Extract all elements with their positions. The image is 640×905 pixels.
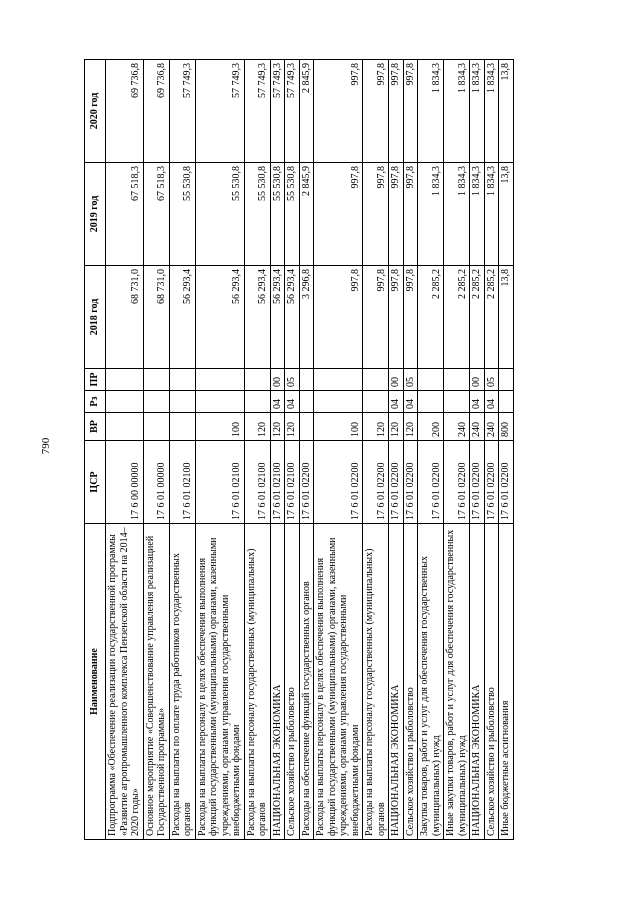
cell-rz	[299, 391, 314, 413]
table-row	[418, 60, 444, 840]
table-row	[285, 60, 300, 840]
cell-vr: 100	[314, 413, 363, 441]
cell-2019: 1 834,3	[470, 163, 485, 266]
cell-csr: 17 6 01 02200	[403, 441, 418, 524]
cell-2020: 1 834,3	[444, 60, 470, 163]
cell-2020: 57 749,3	[195, 60, 244, 163]
cell-name: Основное мероприятие «Совершенствование управления реализацией Государственной программы»	[143, 524, 169, 840]
cell-csr: 17 6 01 02200	[314, 441, 363, 524]
cell-rz: 04	[403, 391, 418, 413]
cell-name: НАЦИОНАЛЬНАЯ ЭКОНОМИКА	[470, 524, 485, 840]
cell-name: Расходы на выплаты по оплате труда работников государственных органов	[169, 524, 195, 840]
table-row	[195, 60, 244, 840]
cell-2018: 56 293,4	[169, 266, 195, 369]
table-row	[106, 60, 144, 840]
cell-name: Иные закупки товаров, работ и услуг для обеспечения государственных (муниципальных) нужд	[444, 524, 470, 840]
cell-2018: 68 731,0	[143, 266, 169, 369]
cell-rz	[314, 391, 363, 413]
cell-vr: 120	[285, 413, 300, 441]
cell-2018: 997,8	[389, 266, 404, 369]
cell-2019: 1 834,3	[444, 163, 470, 266]
cell-name: Расходы на выплаты персоналу государственных (муниципальных) органов	[244, 524, 270, 840]
cell-2018: 2 285,2	[444, 266, 470, 369]
cell-pr	[363, 369, 389, 391]
cell-2019: 997,8	[403, 163, 418, 266]
cell-name: Сельское хозяйство и рыболовство	[285, 524, 300, 840]
table-row	[444, 60, 470, 840]
table-row	[270, 60, 285, 840]
cell-name: НАЦИОНАЛЬНАЯ ЭКОНОМИКА	[389, 524, 404, 840]
cell-csr: 17 6 01 02200	[418, 441, 444, 524]
cell-vr: 120	[389, 413, 404, 441]
cell-csr: 17 6 01 02100	[169, 441, 195, 524]
cell-name: Расходы на обеспечение функций государственных органов	[299, 524, 314, 840]
cell-vr: 120	[363, 413, 389, 441]
table-row	[484, 60, 499, 840]
cell-2020: 1 834,3	[418, 60, 444, 163]
cell-2018: 2 285,2	[484, 266, 499, 369]
cell-2020: 57 749,3	[285, 60, 300, 163]
cell-csr: 17 6 01 02100	[244, 441, 270, 524]
cell-rz	[143, 391, 169, 413]
cell-pr: 05	[285, 369, 300, 391]
cell-vr: 120	[244, 413, 270, 441]
cell-2020: 997,8	[363, 60, 389, 163]
cell-vr	[299, 413, 314, 441]
cell-2020: 997,8	[389, 60, 404, 163]
cell-vr: 800	[499, 413, 514, 441]
cell-2019: 55 530,8	[195, 163, 244, 266]
page-number: 790	[40, 437, 52, 455]
table-row	[314, 60, 363, 840]
cell-2018: 56 293,4	[285, 266, 300, 369]
cell-rz: 04	[285, 391, 300, 413]
cell-rz	[169, 391, 195, 413]
header-row	[85, 60, 106, 840]
cell-vr	[106, 413, 144, 441]
cell-name: Подпрограмма «Обеспечение реализации государственной программы «Развитие агропромышленного комплекса Пензенской области на 2014–2020 годы»	[106, 524, 144, 840]
table-row	[389, 60, 404, 840]
cell-2020: 13,8	[499, 60, 514, 163]
cell-2019: 13,8	[499, 163, 514, 266]
cell-pr: 05	[403, 369, 418, 391]
cell-pr	[418, 369, 444, 391]
cell-2020: 69 736,8	[143, 60, 169, 163]
cell-vr: 120	[403, 413, 418, 441]
cell-csr: 17 6 01 02200	[363, 441, 389, 524]
cell-csr: 17 6 01 02100	[195, 441, 244, 524]
cell-csr: 17 6 01 02200	[299, 441, 314, 524]
cell-rz: 04	[389, 391, 404, 413]
cell-vr: 100	[195, 413, 244, 441]
cell-name: Сельское хозяйство и рыболовство	[484, 524, 499, 840]
cell-pr	[195, 369, 244, 391]
table-row	[403, 60, 418, 840]
cell-pr: 05	[484, 369, 499, 391]
cell-csr: 17 6 01 02200	[470, 441, 485, 524]
cell-2018: 2 285,2	[470, 266, 485, 369]
header-2020: 2020 год	[85, 60, 106, 163]
cell-rz: 04	[470, 391, 485, 413]
cell-pr	[299, 369, 314, 391]
cell-2018: 56 293,4	[244, 266, 270, 369]
cell-2018: 13,8	[499, 266, 514, 369]
cell-2020: 997,8	[403, 60, 418, 163]
cell-pr: 00	[389, 369, 404, 391]
cell-csr: 17 6 01 02100	[270, 441, 285, 524]
table-row	[470, 60, 485, 840]
cell-2019: 1 834,3	[418, 163, 444, 266]
cell-vr: 200	[418, 413, 444, 441]
cell-2018: 3 296,8	[299, 266, 314, 369]
cell-2020: 57 749,3	[270, 60, 285, 163]
cell-name: Сельское хозяйство и рыболовство	[403, 524, 418, 840]
table-row	[499, 60, 514, 840]
cell-vr: 240	[444, 413, 470, 441]
cell-name: Расходы на выплаты персоналу в целях обеспечения выполнения функций государственными (муниципальными) органами, казенными учреждениями, органами управления государственными внебюджетными фондами	[314, 524, 363, 840]
header-csr: ЦСР	[85, 441, 106, 524]
cell-rz	[418, 391, 444, 413]
header-2019: 2019 год	[85, 163, 106, 266]
header-vr: ВР	[85, 413, 106, 441]
table-row	[244, 60, 270, 840]
cell-2019: 55 530,8	[285, 163, 300, 266]
cell-csr: 17 6 00 00000	[106, 441, 144, 524]
cell-2020: 997,8	[314, 60, 363, 163]
cell-vr: 240	[470, 413, 485, 441]
cell-2019: 55 530,8	[169, 163, 195, 266]
cell-rz: 04	[270, 391, 285, 413]
cell-pr	[143, 369, 169, 391]
table-row	[363, 60, 389, 840]
cell-csr: 17 6 01 02200	[484, 441, 499, 524]
table-row	[143, 60, 169, 840]
cell-2020: 57 749,3	[169, 60, 195, 163]
header-name: Наименование	[85, 524, 106, 840]
cell-pr: 00	[270, 369, 285, 391]
table-row	[299, 60, 314, 840]
budget-table-rotated	[84, 60, 554, 840]
cell-2018: 56 293,4	[195, 266, 244, 369]
cell-rz	[106, 391, 144, 413]
cell-2018: 997,8	[403, 266, 418, 369]
cell-2018: 2 285,2	[418, 266, 444, 369]
cell-rz	[444, 391, 470, 413]
cell-rz: 04	[484, 391, 499, 413]
cell-2019: 67 518,3	[143, 163, 169, 266]
cell-2019: 997,8	[389, 163, 404, 266]
cell-pr	[444, 369, 470, 391]
cell-2018: 68 731,0	[106, 266, 144, 369]
cell-rz	[244, 391, 270, 413]
cell-name: Закупка товаров, работ и услуг для обеспечения государственных (муниципальных) нужд	[418, 524, 444, 840]
table-row	[169, 60, 195, 840]
budget-table	[84, 59, 514, 840]
cell-name: НАЦИОНАЛЬНАЯ ЭКОНОМИКА	[270, 524, 285, 840]
cell-rz	[195, 391, 244, 413]
cell-2018: 997,8	[314, 266, 363, 369]
cell-csr: 17 6 01 02100	[285, 441, 300, 524]
cell-vr	[143, 413, 169, 441]
cell-2019: 67 518,3	[106, 163, 144, 266]
cell-2020: 2 845,9	[299, 60, 314, 163]
cell-pr	[106, 369, 144, 391]
cell-csr: 17 6 01 02200	[444, 441, 470, 524]
cell-pr	[169, 369, 195, 391]
cell-2018: 56 293,4	[270, 266, 285, 369]
cell-csr: 17 6 01 02200	[389, 441, 404, 524]
cell-pr	[499, 369, 514, 391]
cell-2019: 55 530,8	[244, 163, 270, 266]
cell-2020: 1 834,3	[484, 60, 499, 163]
cell-vr	[169, 413, 195, 441]
cell-2019: 997,8	[314, 163, 363, 266]
cell-csr: 17 6 01 02200	[499, 441, 514, 524]
cell-name: Расходы на выплаты персоналу государственных (муниципальных) органов	[363, 524, 389, 840]
cell-pr: 00	[470, 369, 485, 391]
header-pr: ПР	[85, 369, 106, 391]
cell-2019: 1 834,3	[484, 163, 499, 266]
cell-pr	[244, 369, 270, 391]
cell-pr	[314, 369, 363, 391]
cell-2020: 69 736,8	[106, 60, 144, 163]
cell-rz	[363, 391, 389, 413]
cell-vr: 120	[270, 413, 285, 441]
cell-2018: 997,8	[363, 266, 389, 369]
header-2018: 2018 год	[85, 266, 106, 369]
cell-2019: 55 530,8	[270, 163, 285, 266]
cell-2020: 57 749,3	[244, 60, 270, 163]
cell-rz	[499, 391, 514, 413]
header-rz: Рз	[85, 391, 106, 413]
cell-2019: 2 845,9	[299, 163, 314, 266]
cell-name: Расходы на выплаты персоналу в целях обеспечения выполнения функций государственными (муниципальными) органами, казенными учреждениями, органами управления государственными внебюджетными фондами	[195, 524, 244, 840]
cell-csr: 17 6 01 00000	[143, 441, 169, 524]
cell-2019: 997,8	[363, 163, 389, 266]
cell-name: Иные бюджетные ассигнования	[499, 524, 514, 840]
cell-vr: 240	[484, 413, 499, 441]
cell-2020: 1 834,3	[470, 60, 485, 163]
